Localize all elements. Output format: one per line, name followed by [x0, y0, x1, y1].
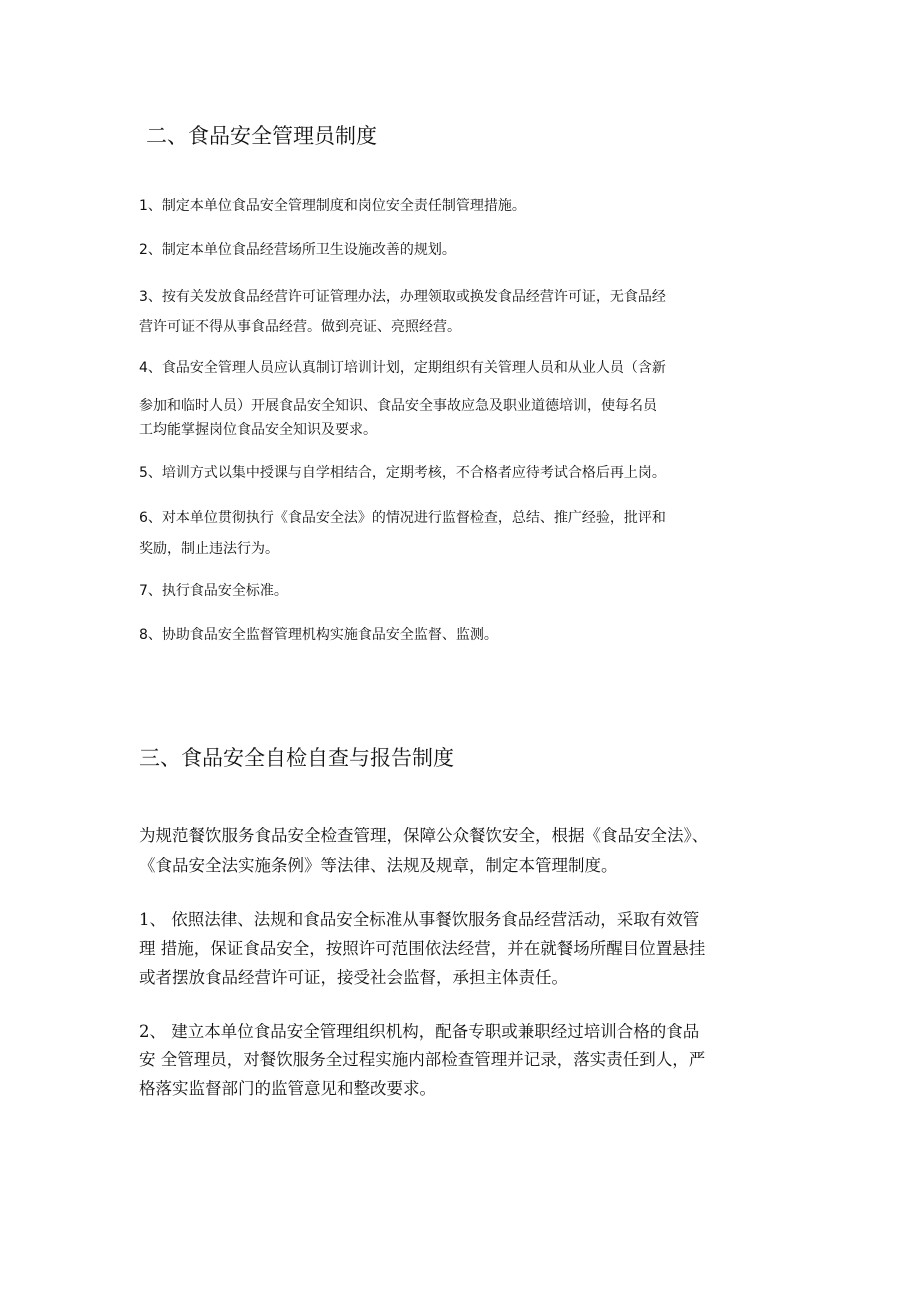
- section-3-item-2-line-1: 2、 建立本单位食品安全管理组织机构，配备专职或兼职经过培训合格的食品: [139, 1022, 700, 1041]
- section-3-item-1-line-2: 理 措施，保证食品安全，按照许可范围依法经营，并在就餐场所醒目位置悬挂: [139, 939, 706, 958]
- section-2-item-8: 8、协助食品安全监督管理机构实施食品安全监督、监测。: [139, 627, 498, 643]
- section-3-intro-line-1: 为规范餐饮服务食品安全检查管理，保障公众餐饮安全，根据《食品安全法》、: [139, 826, 709, 845]
- section-2-item-6-line-2: 奖励，制止违法行为。: [139, 541, 279, 557]
- section-2-item-4-line-2: 参加和临时人员）开展食品安全知识、食品安全事故应急及职业道德培训，使每名员: [139, 398, 657, 414]
- section-2-item-2: 2、制定本单位食品经营场所卫生设施改善的规划。: [139, 242, 456, 258]
- section-3-item-2-line-3: 格落实监督部门的监管意见和整改要求。: [139, 1079, 436, 1098]
- section-2-item-7: 7、执行食品安全标准。: [139, 583, 288, 599]
- section-2-item-5: 5、培训方式以集中授课与自学相结合，定期考核，不合格者应待考试合格后再上岗。: [139, 465, 666, 481]
- section-3-item-1-line-3: 或者摆放食品经营许可证，接受社会监督，承担主体责任。: [139, 968, 568, 987]
- section-2-item-4-line-1: 4、食品安全管理人员应认真制订培训计划，定期组织有关管理人员和从业人员（含新: [139, 360, 666, 376]
- section-2-item-3-line-2: 营许可证不得从事食品经营。做到亮证、亮照经营。: [139, 319, 461, 335]
- section-3-item-1-line-1: 1、 依照法律、法规和食品安全标准从事餐饮服务食品经营活动，采取有效管: [139, 910, 700, 929]
- section-2-item-3-line-1: 3、按有关发放食品经营许可证管理办法，办理领取或换发食品经营许可证，无食品经: [139, 289, 666, 305]
- section-2-item-4-line-3: 工均能掌握岗位食品安全知识及要求。: [139, 422, 377, 438]
- section-3-heading: 三、食品安全自检自查与报告制度: [139, 746, 454, 770]
- section-2-item-6-line-1: 6、对本单位贯彻执行《食品安全法》的情况进行监督检查，总结、推广经验，批评和: [139, 510, 666, 526]
- section-3-intro-line-2: 《食品安全法实施条例》等法律、法规及规章，制定本管理制度。: [139, 856, 618, 875]
- section-3-item-2-line-2: 安 全管理员，对餐饮服务全过程实施内部检查管理并记录，落实责任到人，严: [139, 1050, 706, 1069]
- section-2-heading: 二、食品安全管理员制度: [146, 124, 377, 148]
- section-2-item-1: 1、制定本单位食品安全管理制度和岗位安全责任制管理措施。: [139, 198, 526, 214]
